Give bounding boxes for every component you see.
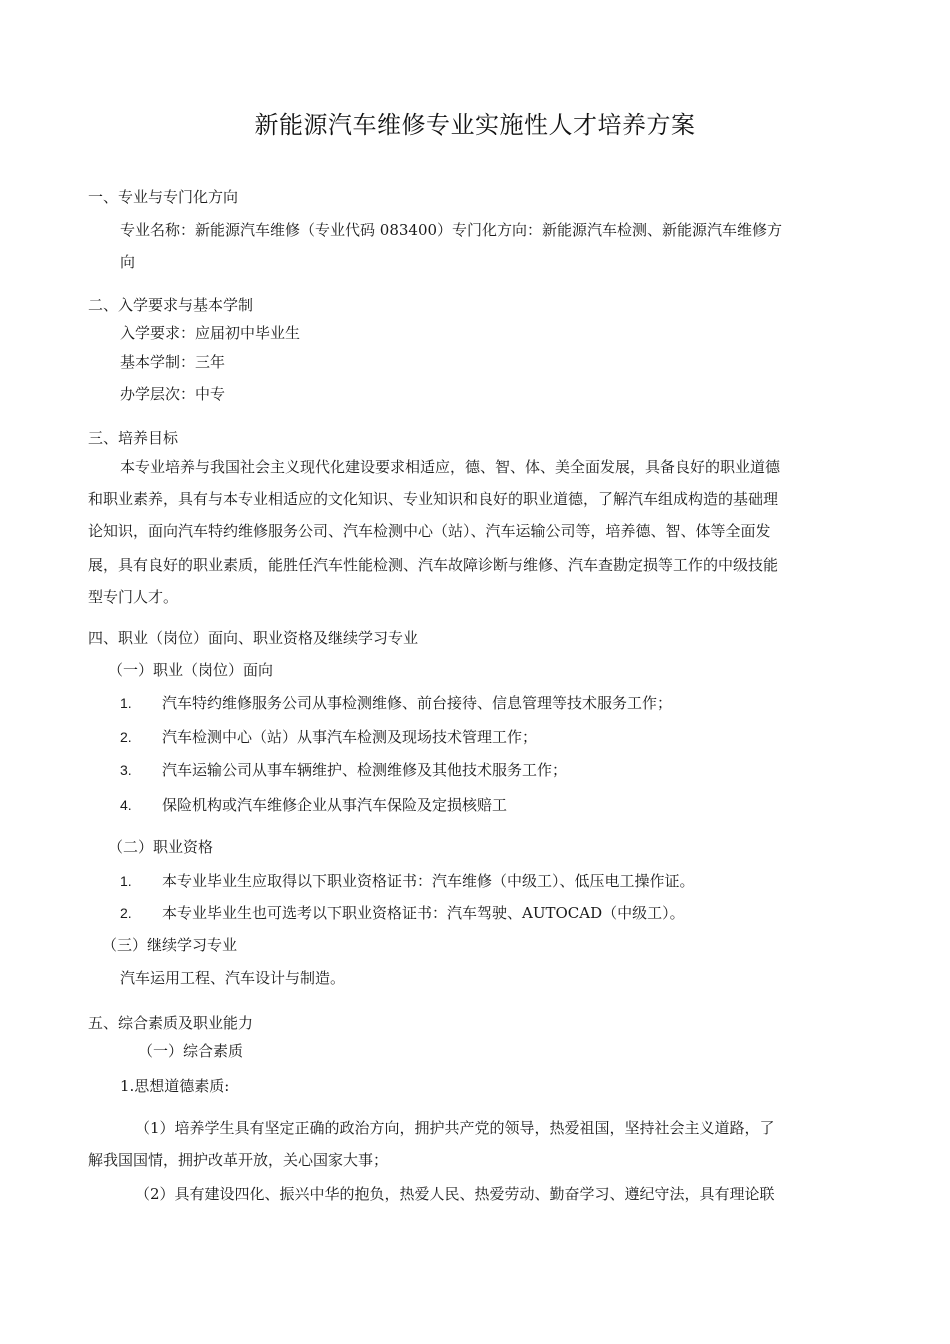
section-4-heading: 四、职业（岗位）面向、职业资格及继续学习专业 [88, 629, 419, 647]
goal-line-4: 展，具有良好的职业素质，能胜任汽车性能检测、汽车故障诊断与维修、汽车查勘定损等工作的中级技能 [88, 556, 779, 574]
moral-item-2-line-1: （2）具有建设四化、振兴中华的抱负，热爱人民、热爱劳动、勤奋学习、遵纪守法，具有理论联 [135, 1185, 775, 1203]
moral-quality-heading: 1.思想道德素质: [120, 1077, 230, 1095]
list-item-number: 1. [120, 873, 132, 889]
list-item [120, 727, 537, 747]
section-5-sub-1-heading: （一）综合素质 [138, 1042, 244, 1060]
section-2-heading: 二、入学要求与基本学制 [88, 296, 254, 314]
section-4-sub-3-heading: （三）继续学习专业 [102, 936, 238, 954]
list-item [120, 903, 685, 923]
list-item [120, 871, 695, 891]
moral-item-1-line-1: （1）培养学生具有坚定正确的政治方向，拥护共产党的领导，热爱祖国，坚持社会主义道路，了 [135, 1119, 775, 1137]
list-item [120, 693, 672, 713]
moral-item-1-line-2: 解我国国情，拥护改革开放，关心国家大事； [88, 1151, 389, 1169]
list-item-text: 本专业毕业生也可选考以下职业资格证书：汽车驾驶、AUTOCAD（中级工）。 [162, 904, 685, 922]
list-item-number: 1. [120, 695, 132, 711]
list-item [120, 760, 567, 780]
section-1-heading: 一、专业与专门化方向 [88, 188, 239, 206]
admission-requirement: 入学要求：应届初中毕业生 [120, 324, 301, 342]
list-item [120, 795, 507, 815]
school-level: 办学层次：中专 [120, 385, 226, 403]
list-item-number: 3. [120, 762, 132, 778]
section-1-text-line-2: 向 [120, 253, 136, 271]
list-item-text: 汽车运输公司从事车辆维护、检测维修及其他技术服务工作； [162, 761, 568, 779]
goal-line-1: 本专业培养与我国社会主义现代化建设要求相适应，德、智、体、美全面发展，具备良好的职业道德 [120, 458, 781, 476]
goal-line-5: 型专门人才。 [88, 588, 179, 606]
list-item-text: 保险机构或汽车维修企业从事汽车保险及定损核赔工 [162, 796, 508, 814]
section-5-heading: 五、综合素质及职业能力 [88, 1014, 254, 1032]
list-item-text: 汽车特约维修服务公司从事检测维修、前台接待、信息管理等技术服务工作； [162, 694, 673, 712]
section-4-sub-1-heading: （一）职业（岗位）面向 [108, 661, 274, 679]
list-item-text: 本专业毕业生应取得以下职业资格证书：汽车维修（中级工）、低压电工操作证。 [162, 872, 695, 890]
list-item-number: 4. [120, 797, 132, 813]
section-1-text-line-1: 专业名称：新能源汽车维修（专业代码 083400）专门化方向：新能源汽车检测、新能源汽车维修方 [120, 221, 783, 239]
goal-line-2: 和职业素养，具有与本专业相适应的文化知识、专业知识和良好的职业道德，了解汽车组成构造的基础理 [88, 490, 779, 508]
study-years: 基本学制：三年 [120, 353, 226, 371]
list-item-number: 2. [120, 905, 132, 921]
continuing-study-text: 汽车运用工程、汽车设计与制造。 [120, 969, 346, 987]
section-3-heading: 三、培养目标 [88, 429, 179, 447]
goal-line-3: 论知识，面向汽车特约维修服务公司、汽车检测中心（站）、汽车运输公司等，培养德、智、体等全面发 [88, 522, 771, 540]
document-title: 新能源汽车维修专业实施性人才培养方案 [254, 111, 696, 139]
list-item-text: 汽车检测中心（站）从事汽车检测及现场技术管理工作； [162, 728, 538, 746]
section-4-sub-2-heading: （二）职业资格 [108, 838, 214, 856]
list-item-number: 2. [120, 729, 132, 745]
